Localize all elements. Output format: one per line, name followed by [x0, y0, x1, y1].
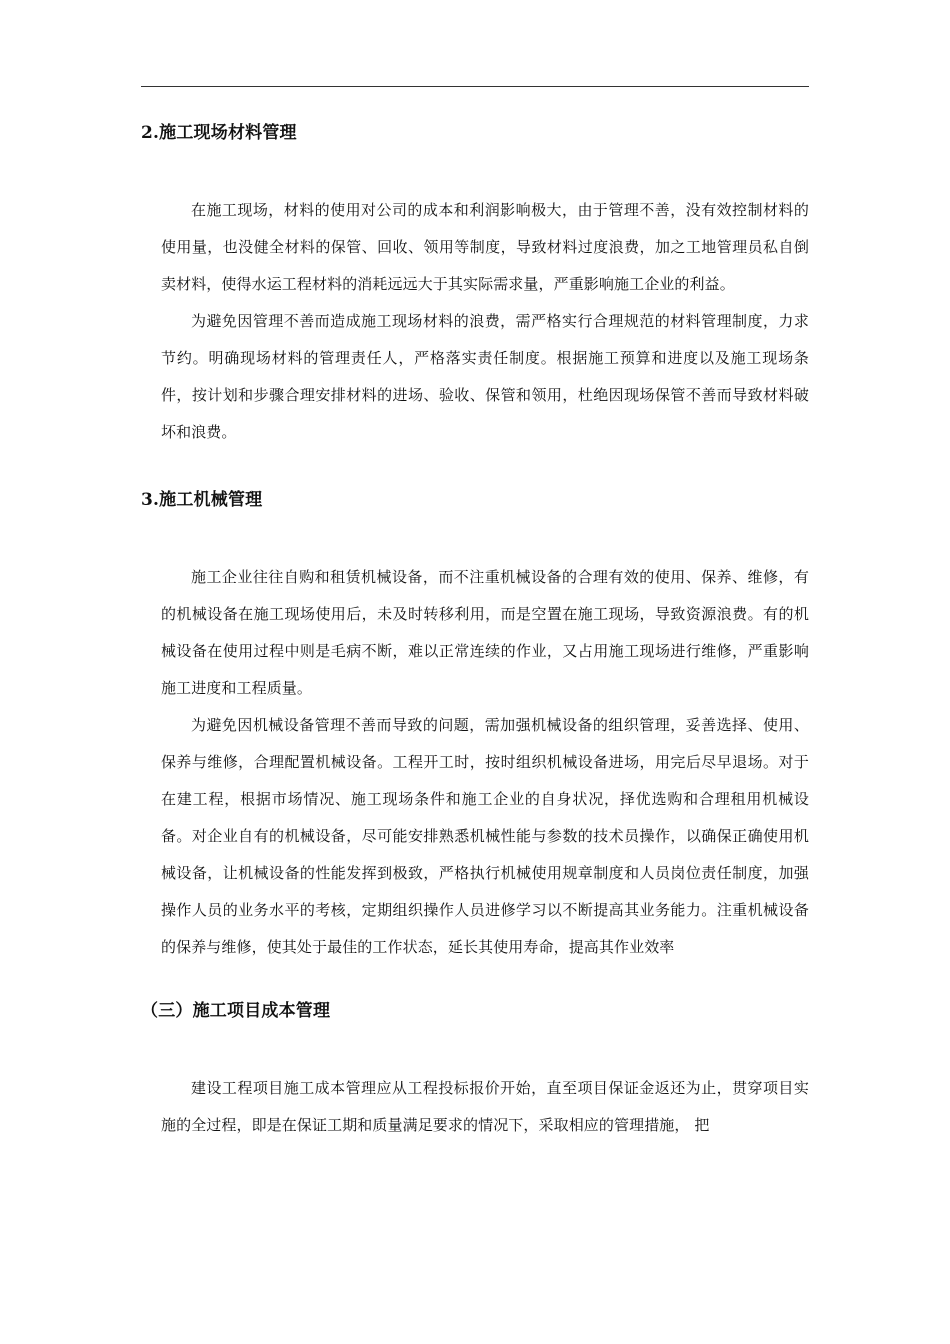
- body-paragraph: 为避免因管理不善而造成施工现场材料的浪费，需严格实行合理规范的材料管理制度，力求节约。明确现场材料的管理责任人，严格落实责任制度。根据施工预算和进度以及施工现场条件，按计划和步骤合理安排材料的进场、验收、保管和领用，杜绝因现场保管不善而导致材料破坏和浪费。: [161, 312, 809, 441]
- section-heading: 2.施工现场材料管理: [141, 123, 297, 143]
- section-heading: （三）施工项目成本管理: [141, 1001, 331, 1021]
- body-paragraph: 施工企业往往自购和租赁机械设备，而不注重机械设备的合理有效的使用、保养、维修，有的机械设备在施工现场使用后，未及时转移利用，而是空置在施工现场，导致资源浪费。有的机械设备在使用过程中则是毛病不断，难以正常连续的作业，又占用施工现场进行维修，严重影响施工进度和工程质量。: [161, 568, 809, 697]
- document-body: [141, 118, 809, 1144]
- body-paragraph: 为避免因机械设备管理不善而导致的问题，需加强机械设备的组织管理，妥善选择、使用、保养与维修，合理配置机械设备。工程开工时，按时组织机械设备进场，用完后尽早退场。对于在建工程，根据市场情况、施工现场条件和施工企业的自身状况，择优选购和合理租用机械设备。对企业自有的机械设备，尽可能安排熟悉机械性能与参数的技术员操作，以确保正确使用机械设备，让机械设备的性能发挥到极致，严格执行机械使用规章制度和人员岗位责任制度，加强操作人员的业务水平的考核，定期组织操作人员进修学习以不断提高其业务能力。注重机械设备的保养与维修，使其处于最佳的工作状态，延长其使用寿命，提高其作业效率: [161, 716, 809, 956]
- header-rule: [141, 86, 809, 87]
- body-paragraph: 在施工现场，材料的使用对公司的成本和利润影响极大，由于管理不善，没有效控制材料的使用量，也没健全材料的保管、回收、领用等制度，导致材料过度浪费，加之工地管理员私自倒卖材料，使得水运工程材料的消耗远远大于其实际需求量，严重影响施工企业的利益。: [161, 201, 809, 293]
- body-paragraph: 建设工程项目施工成本管理应从工程投标报价开始，直至项目保证金返还为止，贯穿项目实施的全过程，即是在保证工期和质量满足要求的情况下，采取相应的管理措施， 把: [161, 1079, 809, 1134]
- section-heading: 3.施工机械管理: [141, 490, 263, 510]
